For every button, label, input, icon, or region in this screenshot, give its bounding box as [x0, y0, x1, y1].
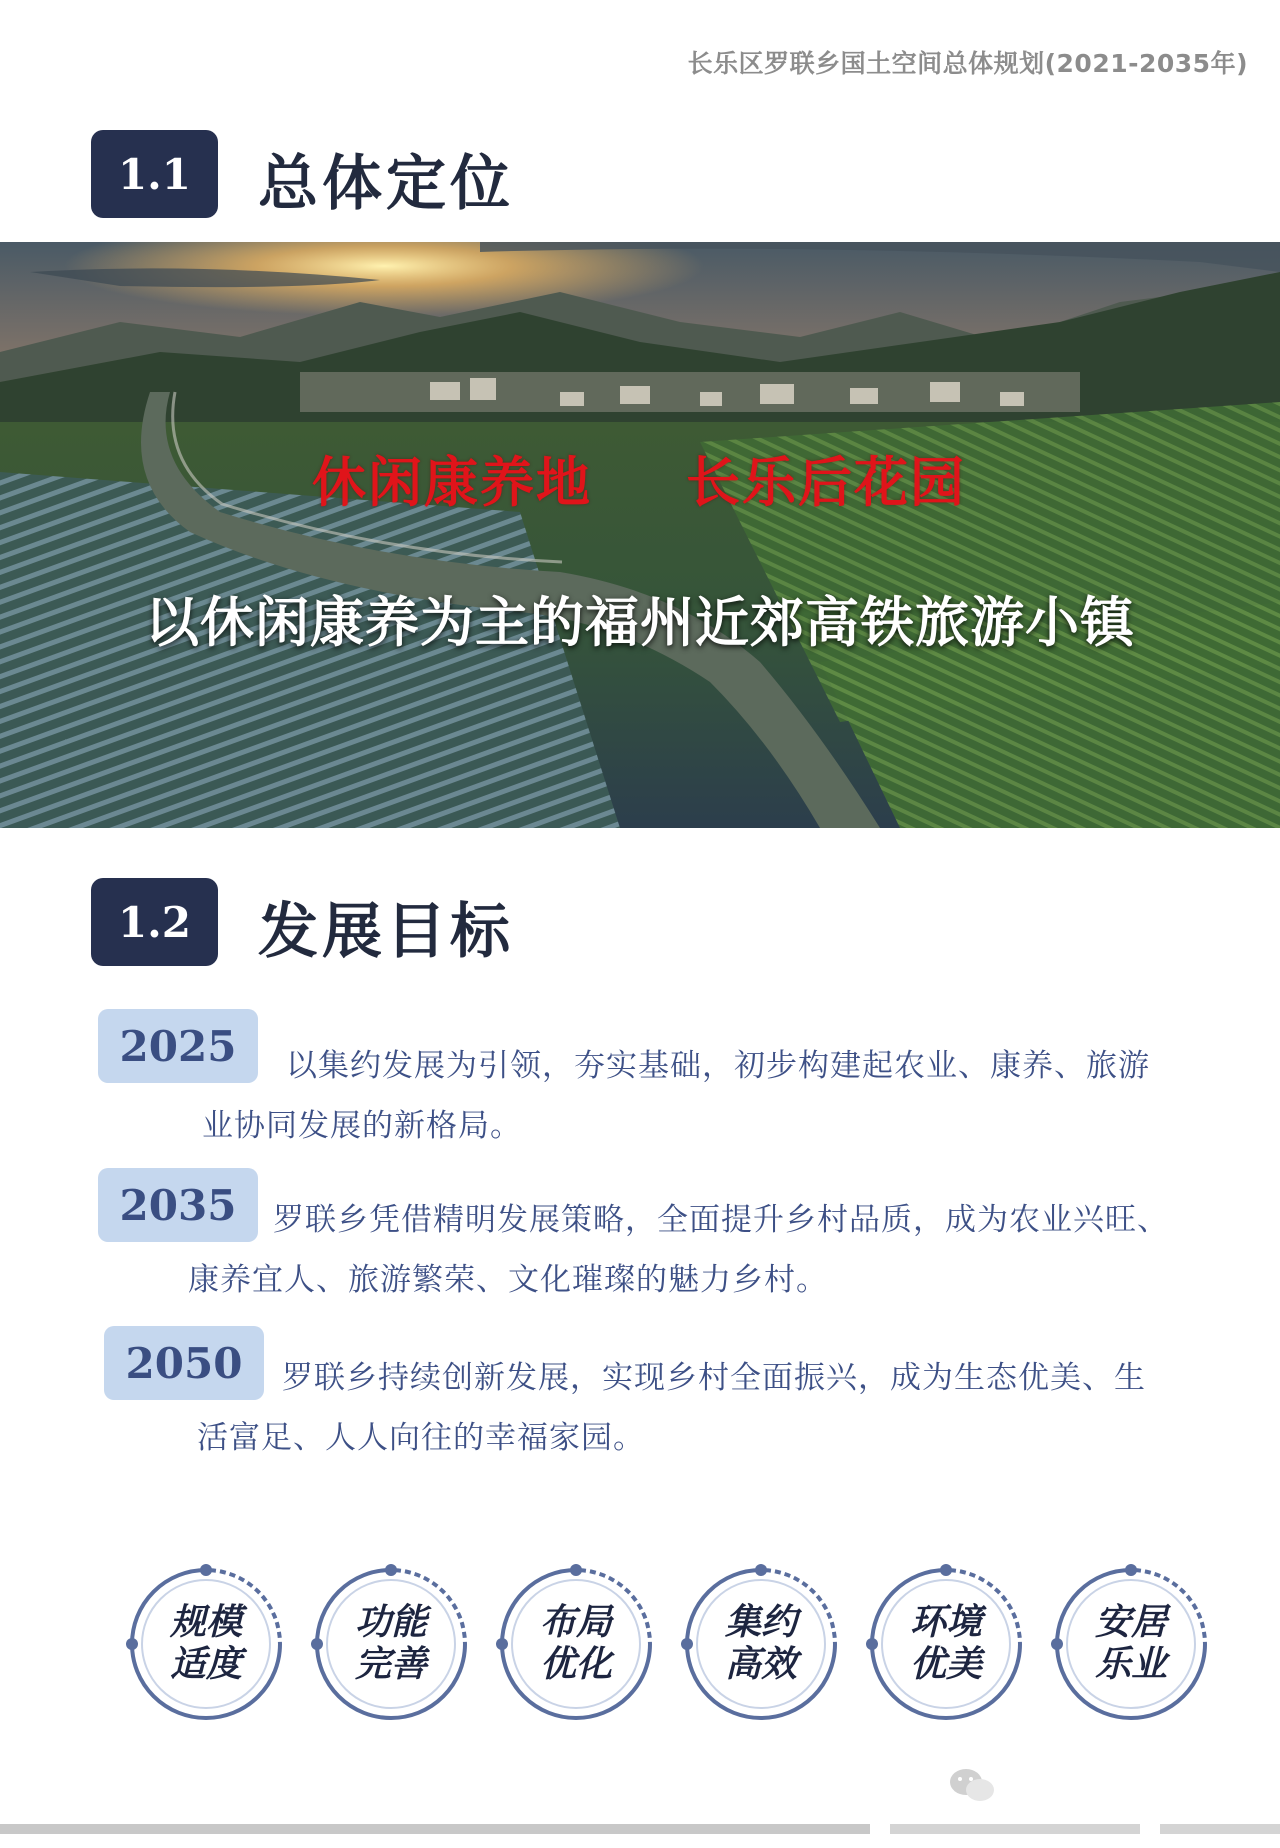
- principle-label: [1047, 1560, 1215, 1728]
- goal-2050-line2: 活富足、人人向往的幸福家园。: [197, 1420, 645, 1456]
- principle-label-line1: 环境: [909, 1602, 982, 1643]
- goal-2050-line1: 罗联乡持续创新发展，实现乡村全面振兴，成为生态优美、生: [282, 1360, 1146, 1396]
- principle-label-line1: 集约: [724, 1602, 797, 1643]
- goal-2035-line2: 康养宜人、旅游繁荣、文化璀璨的魅力乡村。: [188, 1262, 828, 1298]
- landscape-illustration: [0, 242, 1280, 828]
- slogan-changle-garden: 长乐后花园: [686, 451, 966, 514]
- hero-tagline: 以休闲康养为主的福州近郊高铁旅游小镇: [145, 591, 1135, 654]
- principle-label: [677, 1560, 845, 1728]
- principle-label-line1: 安居: [1094, 1602, 1167, 1643]
- section-number-badge: 1.1: [91, 130, 218, 218]
- goal-2025-line2: 业协同发展的新格局。: [202, 1108, 522, 1144]
- section-title-positioning: 总体定位: [258, 149, 514, 219]
- document-title: 长乐区罗联乡国土空间总体规划(2021-2035年): [687, 49, 1248, 78]
- principle-label-line1: 布局: [539, 1602, 612, 1643]
- slogan-leisure-wellness: 休闲康养地: [312, 451, 592, 514]
- principle-circle: [307, 1560, 475, 1728]
- principle-circle: [862, 1560, 1030, 1728]
- principle-label-line2: 高效: [724, 1644, 797, 1685]
- principle-circle: [492, 1560, 660, 1728]
- goal-2025-line1: 以集约发展为引领，夯实基础，初步构建起农业、康养、旅游: [286, 1048, 1150, 1084]
- principle-circle: [1047, 1560, 1215, 1728]
- section-title-goals: 发展目标: [258, 897, 514, 967]
- principle-label-line2: 优化: [539, 1644, 612, 1685]
- year-badge-2035: 2035: [98, 1168, 258, 1242]
- principle-label: [862, 1560, 1030, 1728]
- wechat-icon: [948, 1766, 996, 1804]
- principle-circle: [122, 1560, 290, 1728]
- principle-label-line2: 乐业: [1094, 1644, 1167, 1685]
- principle-label-line2: 优美: [909, 1644, 982, 1685]
- principle-circle: [677, 1560, 845, 1728]
- hero-landscape-photo: [0, 242, 1280, 828]
- goal-2035-line1: 罗联乡凭借精明发展策略，全面提升乡村品质，成为农业兴旺、: [273, 1202, 1169, 1238]
- principle-label-line2: 完善: [354, 1644, 427, 1685]
- principle-label: [307, 1560, 475, 1728]
- year-badge-2025: 2025: [98, 1009, 258, 1083]
- principle-label-line1: 规模: [169, 1602, 242, 1643]
- footer-bars: [0, 1820, 1280, 1836]
- principle-label: [492, 1560, 660, 1728]
- section-number-badge: 1.2: [91, 878, 218, 966]
- principle-label: [122, 1560, 290, 1728]
- principle-label-line1: 功能: [354, 1602, 427, 1643]
- year-badge-2050: 2050: [104, 1326, 264, 1400]
- principle-label-line2: 适度: [169, 1644, 242, 1685]
